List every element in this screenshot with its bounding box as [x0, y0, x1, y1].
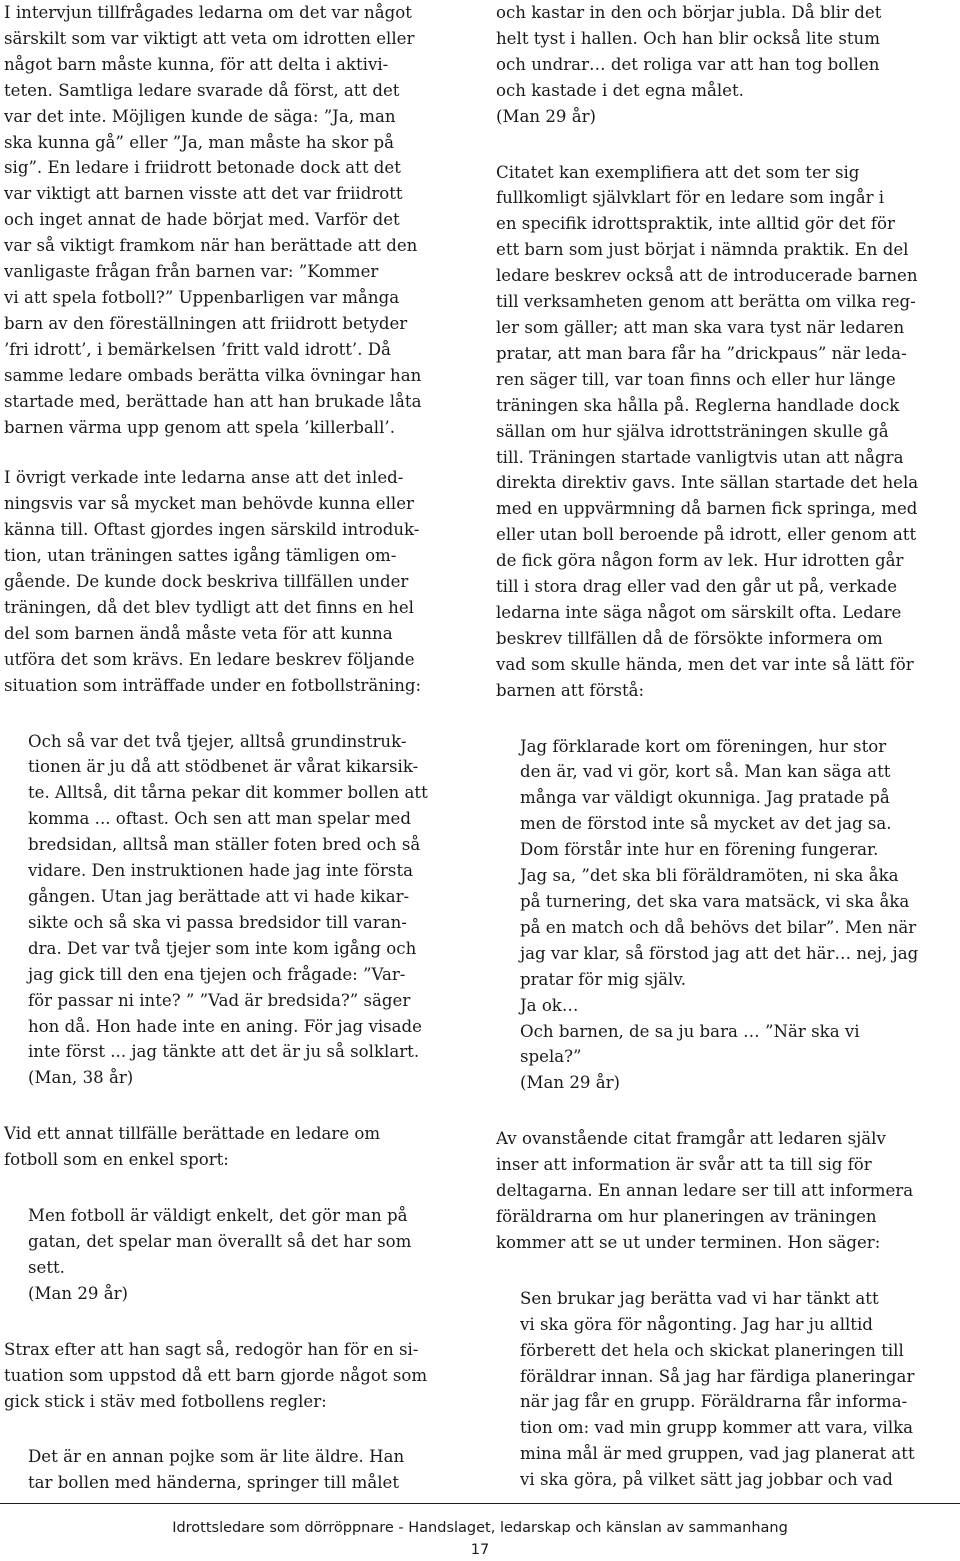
right-paragraph-1: Citatet kan exemplifiera att det som ter sig fullkomligt självklart för en ledare som ingår i en specifik idrottspraktik, inte alltid gör det för ett barn som just börjat i nämnda praktik. En del ledare beskrev också att de introducerade barnen till verksamheten genom att berätta om vilka reg- ler som gäller; att man ska vara tyst när ledaren pratar, att man bara får ha ”drickpaus” när leda- ren säger till, var toan finns och eller hur länge träningen ska hålla på. Reglerna handlade dock sällan om hur själva idrottsträningen skulle gå till. Träningen startade vanligtvis utan att några direkta direktiv gavs. Inte sällan startade det hela med en uppvärmning då barnen fick springa, med eller utan boll beroende på idrott, eller genom att de fick göra någon form av lek. Hur idrotten går till i stora drag eller vad den går ut på, verkade ledarna inte säga något om särskilt ofta. Ledare beskrev tillfällen då de försökte informera om vad som skulle hända, men det var inte så lätt för barnen att förstå: — [496, 162, 919, 700]
left-paragraph-1: I intervjun tillfrågades ledarna om det var något särskilt som var viktigt att veta om idrotten eller något barn måste kunna, för att delta i aktivi- teten. Samtliga ledare svarade då först, att det var det inte. Möjligen kunde de säga: ”Ja, man ska kunna gå” eller ”Ja, man måste ha skor på sig”. En ledare i friidrott betonade dock att det var viktigt att barnen visste att det var friidrott och inget annat de hade börjat med. Varför det var så viktigt framkom när han berättade att den vanligaste frågan från barnen var: ”Kommer vi att spela fotboll?” Uppenbarligen var många barn av den föreställningen att friidrott betyder ’fri idrott’, i bemärkelsen ’fritt vald idrott’. Då samme ledare ombads berätta vilka övningar han startade med, berättade han att han brukade låta barnen värma upp genom att spela ’killerball’. — [4, 3, 422, 437]
left-quote-3: Det är en annan pojke som är lite äldre. Han tar bollen med händerna, springer till målet — [28, 1447, 405, 1493]
right-quote-continuation: och kastar in den och börjar jubla. Då blir det helt tyst i hallen. Och han blir också lite stum och undrar… det roliga var att han tog bollen och kastade i det egna målet. (Man 29 år) — [496, 3, 882, 126]
footer-divider — [0, 1503, 960, 1504]
page-number: 17 — [470, 1542, 490, 1558]
left-paragraph-4: Strax efter att han sagt så, redogör han för en si- tuation som uppstod då ett barn gjorde något som gick stick i stäv med fotbollens regler: — [4, 1339, 428, 1411]
left-column — [4, 0, 456, 1496]
left-quote-2: Men fotboll är väldigt enkelt, det gör man på gatan, det spelar man överallt så det har som sett. (Man 29 år) — [28, 1206, 412, 1303]
footer-title: Idrottsledare som dörröppnare - Handslaget, ledarskap och känslan av sammanhang — [172, 1520, 788, 1536]
right-quote-1: Jag förklarade kort om föreningen, hur stor den är, vad vi gör, kort så. Man kan säga att många var väldigt okunniga. Jag pratade på men de förstod inte så mycket av det jag sa. Dom förstår inte hur en förening fungerar. Jag sa, ”det ska bli föräldramöten, ni ska åka på turnering, det ska vara matsäck, vi ska åka på en match och då behövs det bilar”. Men när jag var klar, så förstod jag att det här… nej, jag pratar för mig själv. Ja ok… Och barnen, de sa ju bara … ”När ska vi spela?” (Man 29 år) — [520, 736, 919, 1093]
right-paragraph-2: Av ovanstående citat framgår att ledaren själv inser att information är svår att ta till sig för deltagarna. En annan ledare ser till att informera föräldrarna om hur planeringen av träningen kommer att se ut under terminen. Hon säger: — [496, 1129, 914, 1252]
left-paragraph-3: Vid ett annat tillfälle berättade en ledare om fotboll som en enkel sport: — [4, 1124, 381, 1170]
left-quote-1: Och så var det två tjejer, alltså grundinstruk- tionen är ju då att stödbenet är vårat kikarsik- te. Alltså, dit tårna pekar dit kommer bollen att komma ... oftast. Och sen att man spelar med bredsidan, alltså man ställer foten bred och så vidare. Den instruktionen hade jag inte första gången. Utan jag berättade att vi hade kikar- sikte och så ska vi passa bredsidor till varan- dra. Det var två tjejer som inte kom igång och jag gick till den ena tjejen och frågade: ”Var- för passar ni inte? ” ”Vad är bredsida?” säger hon då. Hon hade inte en aning. För jag visade inte först ... jag tänkte att det är ju så solklart. (Man, 38 år) — [28, 731, 428, 1088]
left-paragraph-2: I övrigt verkade inte ledarna anse att det inled- ningsvis var så mycket man behövde kunna eller känna till. Oftast gjordes ingen särskild introduk- tion, utan träningen sattes igång tämligen om- gående. De kunde dock beskriva tillfällen under träningen, då det blev tydligt att det finns en hel del som barnen ändå måste veta för att kunna utföra det som krävs. En ledare beskrev följande situation som inträffade under en fotbollsträning: — [4, 468, 422, 695]
right-column — [496, 0, 948, 1493]
right-quote-2: Sen brukar jag berätta vad vi har tänkt att vi ska göra för någonting. Jag har ju alltid förberett det hela och skickat planeringen till föräldrar innan. Så jag har färdiga planeringar när jag får en grupp. Föräldrarna får informa- tion om: vad min grupp kommer att vara, vilka mina mål är med gruppen, vad jag planerat att vi ska göra, på vilket sätt jag jobbar och vad — [520, 1288, 915, 1490]
